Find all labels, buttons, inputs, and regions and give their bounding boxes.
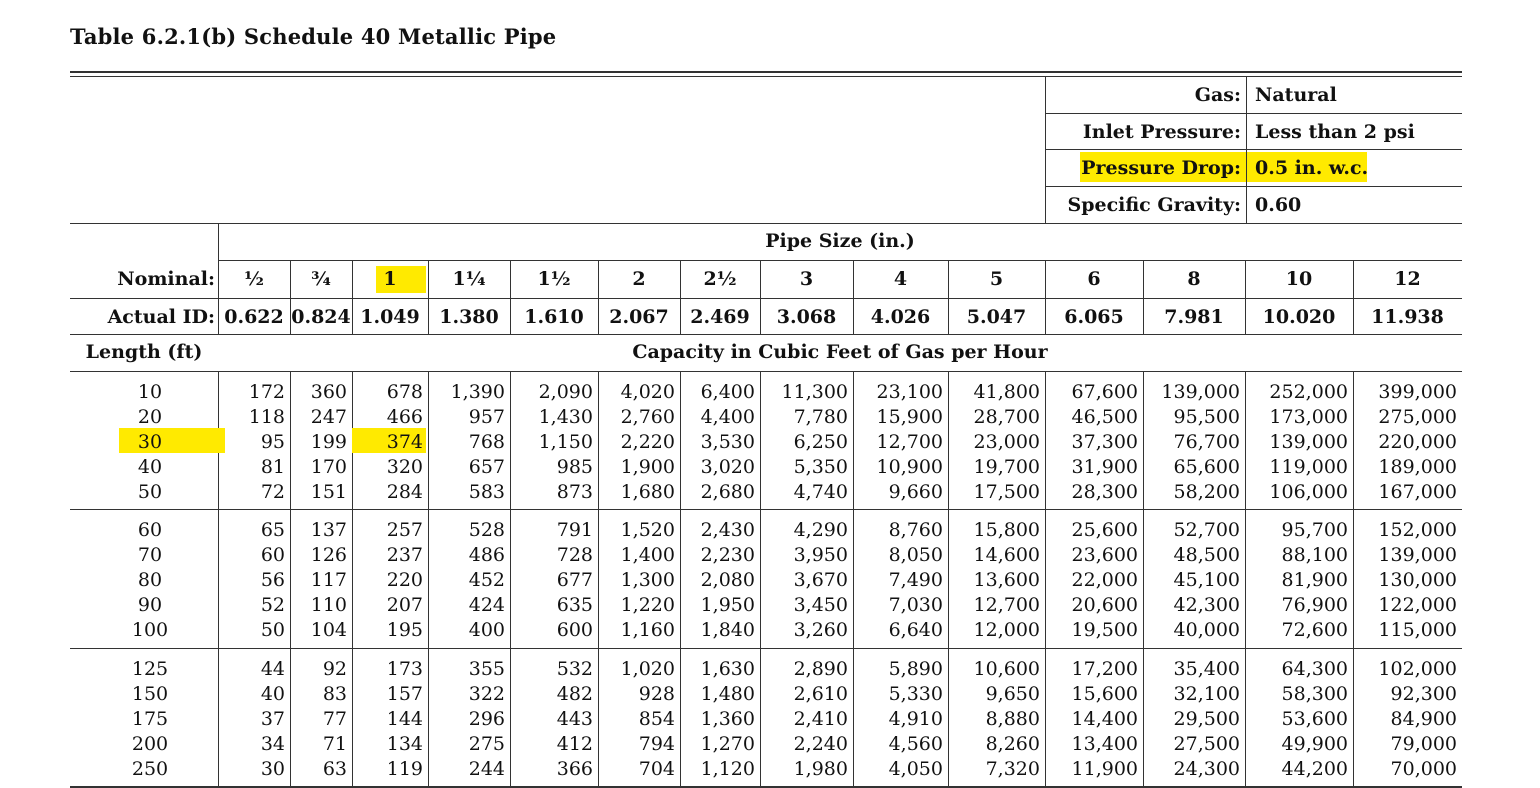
capacity-cell: 15,600 [1071,683,1138,705]
capacity-cell: 22,000 [1071,569,1138,591]
capacity-cell: 151 [310,481,347,503]
nominal-bottom-rule [70,298,1462,299]
capacity-cell: 12,000 [973,619,1040,641]
capacity-cell: 3,020 [700,456,755,478]
capacity-cell: 5,890 [888,658,943,680]
capacity-cell: 52,700 [1173,519,1240,541]
capacity-cell: 854 [638,708,675,730]
nominal-size: 5 [989,268,1004,290]
capacity-cell: 11,900 [1071,758,1138,780]
capacity-cell: 8,880 [985,708,1040,730]
capacity-cell: 139,000 [1161,381,1240,403]
capacity-cell: 2,090 [538,381,593,403]
capacity-cell: 50 [260,619,285,641]
capacity-cell: 53,600 [1281,708,1348,730]
capacity-cell: 79,000 [1390,733,1457,755]
capacity-cell: 3,670 [793,569,848,591]
actual-id: 7.981 [1164,306,1224,328]
capacity-cell: 81,900 [1281,569,1348,591]
capacity-cell: 5,330 [888,683,943,705]
capacity-cell: 19,500 [1071,619,1138,641]
capacity-cell: 31,900 [1071,456,1138,478]
capacity-cell: 19,700 [973,456,1040,478]
capacity-cell: 104 [310,619,347,641]
capacity-cell: 252,000 [1269,381,1348,403]
capacity-cell: 6,640 [888,619,943,641]
capacity-cell: 400 [468,619,505,641]
condition-value: Natural [1255,84,1337,106]
capacity-cell: 37,300 [1071,431,1138,453]
capacity-cell: 1,220 [620,594,675,616]
capacity-cell: 77 [322,708,347,730]
capacity-cell: 1,430 [538,406,593,428]
capacity-cell: 65,600 [1173,456,1240,478]
capacity-cell: 3,530 [700,431,755,453]
actual-id: 6.065 [1064,306,1124,328]
nominal-size: ½ [244,268,264,290]
capacity-cell: 40,000 [1173,619,1240,641]
capacity-cell: 296 [468,708,505,730]
nominal-top-rule [218,260,1462,261]
capacity-cell: 6,400 [700,381,755,403]
nominal-size: 8 [1187,268,1201,290]
nominal-label: Nominal: [117,268,215,290]
actual-id-bottom-rule [70,334,1462,335]
nominal-size: 6 [1087,268,1101,290]
capacity-cell: 4,020 [620,381,675,403]
pipe-size-header: Pipe Size (in.) [765,230,915,252]
capacity-cell: 172 [248,381,285,403]
capacity-cell: 10,600 [973,658,1040,680]
capacity-cell: 134 [386,733,423,755]
capacity-cell: 957 [468,406,505,428]
capacity-cell: 13,400 [1071,733,1138,755]
capacity-cell: 92 [322,658,347,680]
nominal-size: 1½ [537,268,571,290]
length-value: 200 [131,733,169,755]
capacity-cell: 58,200 [1173,481,1240,503]
capacity-cell: 17,500 [973,481,1040,503]
capacity-cell: 95,500 [1173,406,1240,428]
nominal-size: 12 [1394,268,1421,290]
capacity-cell: 119,000 [1269,456,1348,478]
capacity-cell: 8,260 [985,733,1040,755]
capacity-cell: 189,000 [1378,456,1457,478]
capacity-cell: 2,080 [700,569,755,591]
capacity-cell: 1,840 [700,619,755,641]
capacity-header: Capacity in Cubic Feet of Gas per Hour [632,341,1048,363]
capacity-cell: 1,160 [620,619,675,641]
capacity-cell: 1,630 [700,658,755,680]
nominal-size: 3 [799,268,814,290]
length-value: 40 [137,456,163,478]
conditions-row-rule [1045,149,1462,150]
condition-label: Inlet Pressure: [1082,121,1241,143]
length-value: 125 [131,658,169,680]
capacity-cell: 207 [386,594,423,616]
pipe-size-rule [70,223,1462,224]
capacity-cell: 794 [638,733,675,755]
capacity-cell: 678 [386,381,423,403]
capacity-cell: 443 [556,708,593,730]
capacity-cell: 199 [310,431,347,453]
capacity-cell: 9,660 [888,481,943,503]
capacity-cell: 320 [386,456,423,478]
capacity-cell: 1,120 [700,758,755,780]
capacity-cell: 3,950 [793,544,848,566]
capacity-cell: 12,700 [973,594,1040,616]
capacity-cell: 1,900 [620,456,675,478]
capacity-cell: 12,700 [876,431,943,453]
actual-id: 1.049 [360,306,420,328]
length-value: 10 [137,381,163,403]
length-value: 250 [131,758,169,780]
conditions-mid-divider [1246,77,1247,223]
capacity-cell: 92,300 [1390,683,1457,705]
capacity-cell: 8,760 [888,519,943,541]
capacity-cell: 32,100 [1173,683,1240,705]
capacity-cell: 170 [310,456,347,478]
capacity-cell: 23,100 [876,381,943,403]
actual-id: 2.067 [609,306,669,328]
capacity-cell: 14,600 [973,544,1040,566]
capacity-cell: 139,000 [1269,431,1348,453]
capacity-cell: 117 [310,569,347,591]
capacity-cell: 220 [386,569,423,591]
capacity-cell: 532 [556,658,593,680]
capacity-cell: 1,480 [700,683,755,705]
table-title: Table 6.2.1(b) Schedule 40 Metallic Pipe [70,24,557,49]
capacity-cell: 118 [248,406,285,428]
capacity-cell: 1,950 [700,594,755,616]
nominal-size: 1¼ [452,268,486,290]
capacity-cell: 2,890 [793,658,848,680]
capacity-cell: 42,300 [1173,594,1240,616]
capacity-cell: 873 [556,481,593,503]
capacity-cell: 360 [310,381,347,403]
capacity-cell: 482 [556,683,593,705]
actual-id: 2.469 [690,306,750,328]
length-value: 50 [137,481,163,503]
capacity-cell: 72 [260,481,285,503]
capacity-cell: 13,600 [973,569,1040,591]
capacity-cell: 115,000 [1378,619,1457,641]
capacity-cell: 6,250 [793,431,848,453]
capacity-cell: 7,490 [888,569,943,591]
capacity-cell: 399,000 [1378,381,1457,403]
condition-value: 0.5 in. w.c. [1255,157,1369,179]
capacity-cell: 2,410 [793,708,848,730]
nominal-size: 2½ [703,268,737,290]
capacity-cell: 71 [322,733,347,755]
capacity-cell: 3,450 [793,594,848,616]
capacity-cell: 4,910 [888,708,943,730]
capacity-cell: 366 [556,758,593,780]
capacity-cell: 29,500 [1173,708,1240,730]
capacity-cell: 46,500 [1071,406,1138,428]
capacity-cell: 152,000 [1378,519,1457,541]
capacity-cell: 244 [468,758,505,780]
capacity-cell: 49,900 [1281,733,1348,755]
capacity-cell: 37 [260,708,285,730]
capacity-cell: 23,600 [1071,544,1138,566]
capacity-cell: 130,000 [1378,569,1457,591]
capacity-cell: 1,400 [620,544,675,566]
group-rule [70,648,1462,649]
capacity-cell: 374 [386,431,423,453]
length-value: 60 [137,519,163,541]
capacity-cell: 2,610 [793,683,848,705]
capacity-cell: 528 [468,519,505,541]
capacity-cell: 106,000 [1269,481,1348,503]
condition-label: Specific Gravity: [1067,194,1241,216]
capacity-cell: 1,520 [620,519,675,541]
capacity-cell: 355 [468,658,505,680]
capacity-cell: 58,300 [1281,683,1348,705]
nominal-size: 10 [1285,268,1313,290]
capacity-cell: 583 [468,481,505,503]
capacity-cell: 1,270 [700,733,755,755]
capacity-cell: 2,220 [620,431,675,453]
capacity-cell: 126 [310,544,347,566]
actual-id: 3.068 [776,306,837,328]
capacity-cell: 76,900 [1281,594,1348,616]
capacity-cell: 768 [468,431,505,453]
capacity-cell: 985 [556,456,593,478]
capacity-cell: 173 [386,658,423,680]
capacity-cell: 1,680 [620,481,675,503]
capacity-cell: 27,500 [1173,733,1240,755]
capacity-cell: 144 [386,708,423,730]
capacity-cell: 28,700 [973,406,1040,428]
actual-id: 4.026 [870,306,931,328]
nominal-size: ¾ [311,268,331,290]
capacity-cell: 1,300 [620,569,675,591]
capacity-cell: 4,560 [888,733,943,755]
condition-label: Gas: [1194,84,1241,106]
length-value: 80 [137,569,163,591]
capacity-cell: 17,200 [1071,658,1138,680]
capacity-cell: 67,600 [1071,381,1138,403]
capacity-cell: 2,680 [700,481,755,503]
actual-id: 1.610 [524,306,584,328]
capacity-cell: 81 [260,456,285,478]
capacity-cell: 466 [386,406,423,428]
capacity-cell: 5,350 [793,456,848,478]
capacity-cell: 157 [386,683,423,705]
capacity-cell: 76,700 [1173,431,1240,453]
length-value: 90 [137,594,163,616]
length-value: 100 [131,619,169,641]
capacity-cell: 1,150 [538,431,593,453]
capacity-cell: 88,100 [1281,544,1348,566]
actual-id: 10.020 [1262,306,1336,328]
capacity-cell: 44,200 [1281,758,1348,780]
capacity-cell: 728 [556,544,593,566]
capacity-cell: 195 [386,619,423,641]
capacity-cell: 657 [468,456,505,478]
capacity-cell: 139,000 [1378,544,1457,566]
capacity-cell: 2,430 [700,519,755,541]
capacity-cell: 15,800 [973,519,1040,541]
capacity-cell: 257 [386,519,423,541]
capacity-cell: 35,400 [1173,658,1240,680]
actual-id: 11.938 [1371,306,1444,328]
length-value: 20 [137,406,163,428]
capacity-cell: 25,600 [1071,519,1138,541]
capacity-cell: 137 [310,519,347,541]
capacity-cell: 56 [260,569,285,591]
condition-value: 0.60 [1255,194,1302,216]
capacity-cell: 60 [260,544,285,566]
capacity-cell: 70,000 [1390,758,1457,780]
actual-id: 0.824 [291,306,351,328]
capacity-cell: 24,300 [1173,758,1240,780]
capacity-cell: 635 [556,594,593,616]
actual-id: 5.047 [966,306,1027,328]
capacity-cell: 424 [468,594,505,616]
capacity-cell: 52 [260,594,285,616]
capacity-cell: 102,000 [1378,658,1457,680]
capacity-cell: 72,600 [1281,619,1348,641]
capacity-cell: 64,300 [1281,658,1348,680]
length-value: 150 [131,683,169,705]
condition-value: Less than 2 psi [1255,121,1415,143]
capacity-cell: 7,320 [985,758,1040,780]
capacity-cell: 284 [386,481,423,503]
capacity-cell: 11,300 [781,381,848,403]
capacity-cell: 167,000 [1378,481,1457,503]
group-rule [70,509,1462,510]
conditions-row-rule [1045,113,1462,114]
length-header: Length (ft) [85,341,203,363]
capacity-cell: 600 [556,619,593,641]
capacity-cell: 1,390 [450,381,505,403]
capacity-cell: 44 [260,658,285,680]
capacity-cell: 84,900 [1390,708,1457,730]
capacity-cell: 34 [260,733,285,755]
capacity-cell: 95 [260,431,285,453]
capacity-cell: 4,740 [793,481,848,503]
capacity-cell: 28,300 [1071,481,1138,503]
actual-id: 0.622 [224,306,284,328]
capacity-cell: 3,260 [793,619,848,641]
capacity-cell: 220,000 [1378,431,1457,453]
capacity-cell: 4,400 [700,406,755,428]
capacity-header-rule [70,371,1462,372]
capacity-cell: 677 [556,569,593,591]
capacity-cell: 110 [310,594,347,616]
capacity-cell: 63 [322,758,347,780]
capacity-cell: 928 [638,683,675,705]
capacity-cell: 95,700 [1281,519,1348,541]
capacity-cell: 7,780 [793,406,848,428]
nominal-size: 2 [632,268,646,290]
capacity-cell: 704 [638,758,675,780]
actual-id: 1.380 [439,306,499,328]
capacity-cell: 65 [260,519,285,541]
capacity-cell: 30 [260,758,285,780]
capacity-cell: 20,600 [1071,594,1138,616]
nominal-size: 1 [383,268,397,290]
capacity-cell: 83 [322,683,347,705]
capacity-cell: 486 [468,544,505,566]
capacity-cell: 10,900 [876,456,943,478]
top-rule-thick [70,71,1462,73]
capacity-cell: 45,100 [1173,569,1240,591]
capacity-cell: 122,000 [1378,594,1457,616]
capacity-cell: 119 [386,758,423,780]
capacity-cell: 247 [310,406,347,428]
capacity-cell: 15,900 [876,406,943,428]
capacity-cell: 791 [556,519,593,541]
conditions-row-rule [1045,186,1462,187]
capacity-cell: 40 [260,683,285,705]
capacity-cell: 4,050 [888,758,943,780]
capacity-cell: 2,240 [793,733,848,755]
capacity-cell: 4,290 [793,519,848,541]
capacity-cell: 275 [468,733,505,755]
capacity-cell: 14,400 [1071,708,1138,730]
capacity-cell: 322 [468,683,505,705]
capacity-cell: 23,000 [973,431,1040,453]
length-value: 30 [137,431,163,453]
capacity-cell: 1,980 [793,758,848,780]
length-value: 70 [137,544,163,566]
nominal-size: 4 [893,268,908,290]
capacity-cell: 173,000 [1269,406,1348,428]
length-value: 175 [131,708,169,730]
capacity-cell: 2,760 [620,406,675,428]
actual-id-label: Actual ID: [107,306,215,328]
top-rule-thin [70,76,1462,77]
capacity-cell: 8,050 [888,544,943,566]
capacity-cell: 48,500 [1173,544,1240,566]
capacity-cell: 1,020 [620,658,675,680]
capacity-cell: 452 [468,569,505,591]
capacity-cell: 9,650 [985,683,1040,705]
capacity-cell: 1,360 [700,708,755,730]
capacity-cell: 7,030 [888,594,943,616]
capacity-cell: 412 [556,733,593,755]
capacity-cell: 237 [386,544,423,566]
capacity-cell: 2,230 [700,544,755,566]
capacity-cell: 41,800 [973,381,1040,403]
capacity-cell: 275,000 [1378,406,1457,428]
condition-label: Pressure Drop: [1081,157,1241,179]
